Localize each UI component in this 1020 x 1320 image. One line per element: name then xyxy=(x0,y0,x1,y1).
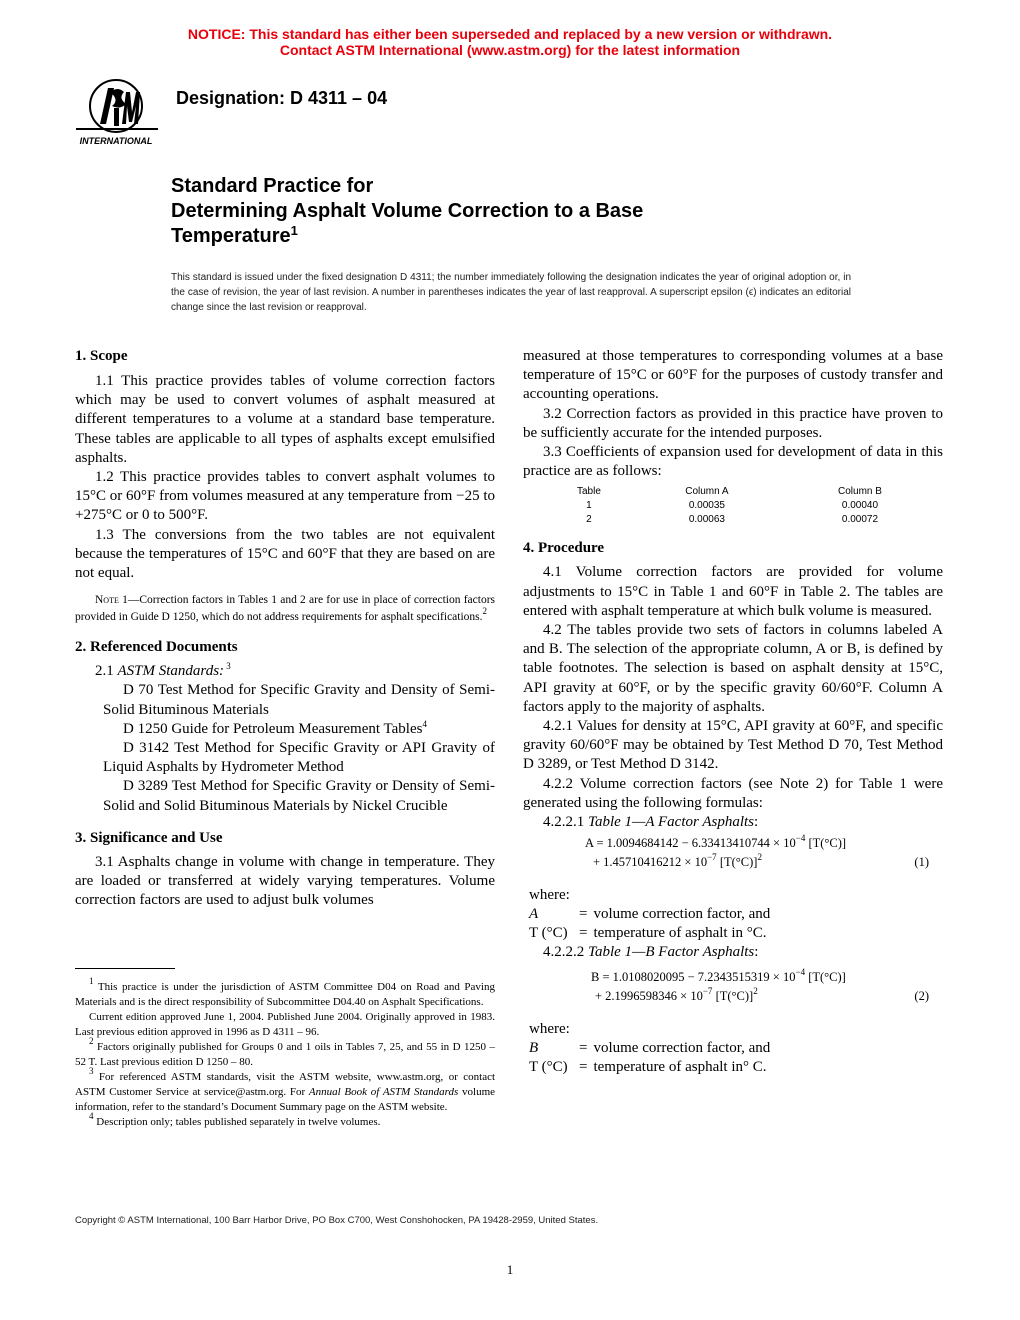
title-line1: Standard Practice for xyxy=(171,175,374,197)
table-row: 2 0.00063 0.00072 xyxy=(586,514,879,526)
left-column xyxy=(75,347,495,910)
equation-1-number: (1) xyxy=(914,855,929,870)
footnote-4: $^4$ Description only; tables published separately in twelve volumes. xyxy=(89,1111,381,1128)
note-1: Note 1—Correction factors in Tables 1 and 2 are for use in place of correction factors provided in Guide D 1250, which do not address requirements for asphalt specifications.$^2$ xyxy=(75,594,495,624)
para-4-2-2-1: 4.2.2.1 Table 1—A Factor Asphalts: xyxy=(543,814,759,831)
footnote-rule xyxy=(75,968,175,969)
para-1-1: 1.1 This practice provides tables of volume correction factors which may be used to convert volumes of asphalt measured at different temperatures to a volume at a standard base temperature. These tables are applicable to all types of asphalts except emulsified asphalts. xyxy=(75,373,495,466)
ref-d70: D 70 Test Method for Specific Gravity and Density of Semi-Solid Bituminous Materials xyxy=(103,682,495,718)
coefficient-table xyxy=(547,485,937,527)
header-column-b: Column B xyxy=(838,486,882,498)
ref-d1250: D 1250 Guide for Petroleum Measurement Tables$^4$ xyxy=(123,718,427,737)
ref-d3289: D 3289 Test Method for Specific Gravity or Density of Semi-Solid and Solid Bituminous Materials by Nickel Crucible xyxy=(103,778,495,814)
footnotes xyxy=(75,976,496,1130)
right-column xyxy=(523,347,943,1077)
section-3-heading: 3. Significance and Use xyxy=(75,829,223,846)
equation-2: $B = 1.0108020095 - 7.2343515319 \times 10^{-4}$ [T(°C)] + $2.1996598346 \times 10^{-7}$ $[T(^\circ C)]^2$ (2) xyxy=(523,968,943,1006)
para-3-1b: measured at those temperatures to corresponding volumes at a base temperature of 15°C or 60°F for the purposes of custody transfer and accounting operations. xyxy=(523,348,943,403)
where-2-table: B = volume correction factor, and T (°C) = temperature of asphalt in° C. xyxy=(529,1040,771,1076)
para-4-2-2: 4.2.2 Volume correction factors (see Note 2) for Table 1 were generated using the following formulas: xyxy=(523,775,943,811)
para-1-3: 1.3 The conversions from the two tables are not equivalent because the temperatures of 15°C and 60°F that they are based on are not equal. xyxy=(75,526,495,582)
footnote-1: $^1$ This practice is under the jurisdiction of ASTM Committee D04 on Road and Paving Materials and is the direct responsibility of Subcommittee D04.40 on Asphalt Specifications. xyxy=(75,976,495,1008)
footnote-3: $^3$ For referenced ASTM standards, visit the ASTM website, www.astm.org, or contact ASTM Customer Service at service@astm.org. For Annual Book of ASTM Standards volume information, refer to the standard’s Document Summary page on the ASTM website. xyxy=(75,1066,496,1113)
para-4-2: 4.2 The tables provide two sets of factors in columns labeled A and B. The selection of the appropriate column, A or B, is defined by table footnotes. The selection is based on asphalt density at 15°C, API gravity at 60°F, or by the specific gravity 60/60°F. Column A factors apply to the majority of asphalts. xyxy=(523,622,943,715)
where-1-label: where: xyxy=(529,887,570,904)
para-3-3: 3.3 Coefficients of expansion used for development of data in this practice are as follows: xyxy=(523,444,943,480)
title-line2: Determining Asphalt Volume Correction to a Base xyxy=(171,200,644,222)
section-1-heading: 1. Scope xyxy=(75,348,128,364)
para-3-1a: 3.1 Asphalts change in volume with change in temperature. They are loaded or transferred at widely varying temperatures. Volume correction factors are used to adjust bulk volumes xyxy=(75,853,495,909)
page-number: 1 xyxy=(506,1262,514,1277)
para-2-1: 2.1 ASTM Standards: $^3$ xyxy=(95,661,231,680)
title-line3: Temperature$^1$ xyxy=(171,223,298,247)
where-1-table: A = volume correction factor, and T (°C) = temperature of asphalt in °C. xyxy=(529,906,771,942)
header-table: Table xyxy=(576,486,601,498)
header-column-a: Column A xyxy=(685,486,729,498)
withdrawal-notice-line1: NOTICE: This standard has either been superseded and replaced by a new version or withdrawn. xyxy=(187,26,833,42)
copyright: Copyright © ASTM International, 100 Barr Harbor Drive, PO Box C700, West Conshohocken, PA 19428-2959, United States. xyxy=(75,1215,599,1226)
para-3-2: 3.2 Correction factors as provided in this practice have proven to be sufficiently accurate for the intended purposes. xyxy=(523,405,943,441)
section-2-heading: 2. Referenced Documents xyxy=(75,639,238,656)
logo-text: INTERNATIONAL xyxy=(79,136,153,146)
where-2-label: where: xyxy=(529,1021,570,1038)
withdrawal-notice-line2: Contact ASTM International (www.astm.org) for the latest information xyxy=(279,42,741,58)
para-4-1: 4.1 Volume correction factors are provided for volume adjustments to 15°C in Table 1 and 60°F in Table 2. The tables are entered with asphalt temperature at which bulk volume is measured. xyxy=(523,564,943,619)
table-row: 1 0.00035 0.00040 xyxy=(586,500,879,512)
section-4-heading: 4. Procedure xyxy=(523,540,605,557)
ref-d3142: D 3142 Test Method for Specific Gravity or API Gravity of Liquid Asphalts by Hydrometer Method xyxy=(103,740,495,776)
table-header-row xyxy=(547,485,937,499)
designation: Designation: D 4311 – 04 xyxy=(176,88,388,108)
para-1-2: 1.2 This practice provides tables to convert asphalt volumes to 15°C or 60°F from volumes measured at any temperature from −25 to +275°C or 0 to 500°F. xyxy=(75,469,495,524)
para-4-2-1: 4.2.1 Values for density at 15°C, API gravity at 60°F, and specific gravity 60/60°F may be obtained by Test Method D 70, Test Method D 3289, or Test Method D 3142. xyxy=(523,718,943,773)
footnote-1b: Current edition approved June 1, 2004. Published June 2004. Originally approved in 1983. Last previous edition approved in 1996 as D 4311 – 96. xyxy=(75,1011,495,1038)
para-4-2-2-2: 4.2.2.2 Table 1—B Factor Asphalts: xyxy=(543,944,759,961)
document-title xyxy=(171,174,891,249)
footnote-2: $^2$ Factors originally published for Groups 0 and 1 oils in Tables 7, 25, and 55 in D 1250 – 52 T. Last previous edition D 1250 – 80. xyxy=(75,1036,495,1068)
issued-statement: This standard is issued under the fixed designation D 4311; the number immediately following the designation indicates the year of original adoption or, in the case of revision, the year of last revision. A number in parentheses indicates the year of last reapproval. A superscript epsilon (ϵ) indicates an editorial change since the last revision or reapproval. xyxy=(171,272,851,313)
astm-logo xyxy=(70,78,162,150)
equation-2-number: (2) xyxy=(914,989,929,1004)
equation-1: $A = 1.0094684142 - 6.33413410744 \times 10^{-4}$ [T(°C)] + $1.45710416212 \times 10^{-7}$ $[T(^\circ C)]^2$ (1) xyxy=(523,834,943,872)
